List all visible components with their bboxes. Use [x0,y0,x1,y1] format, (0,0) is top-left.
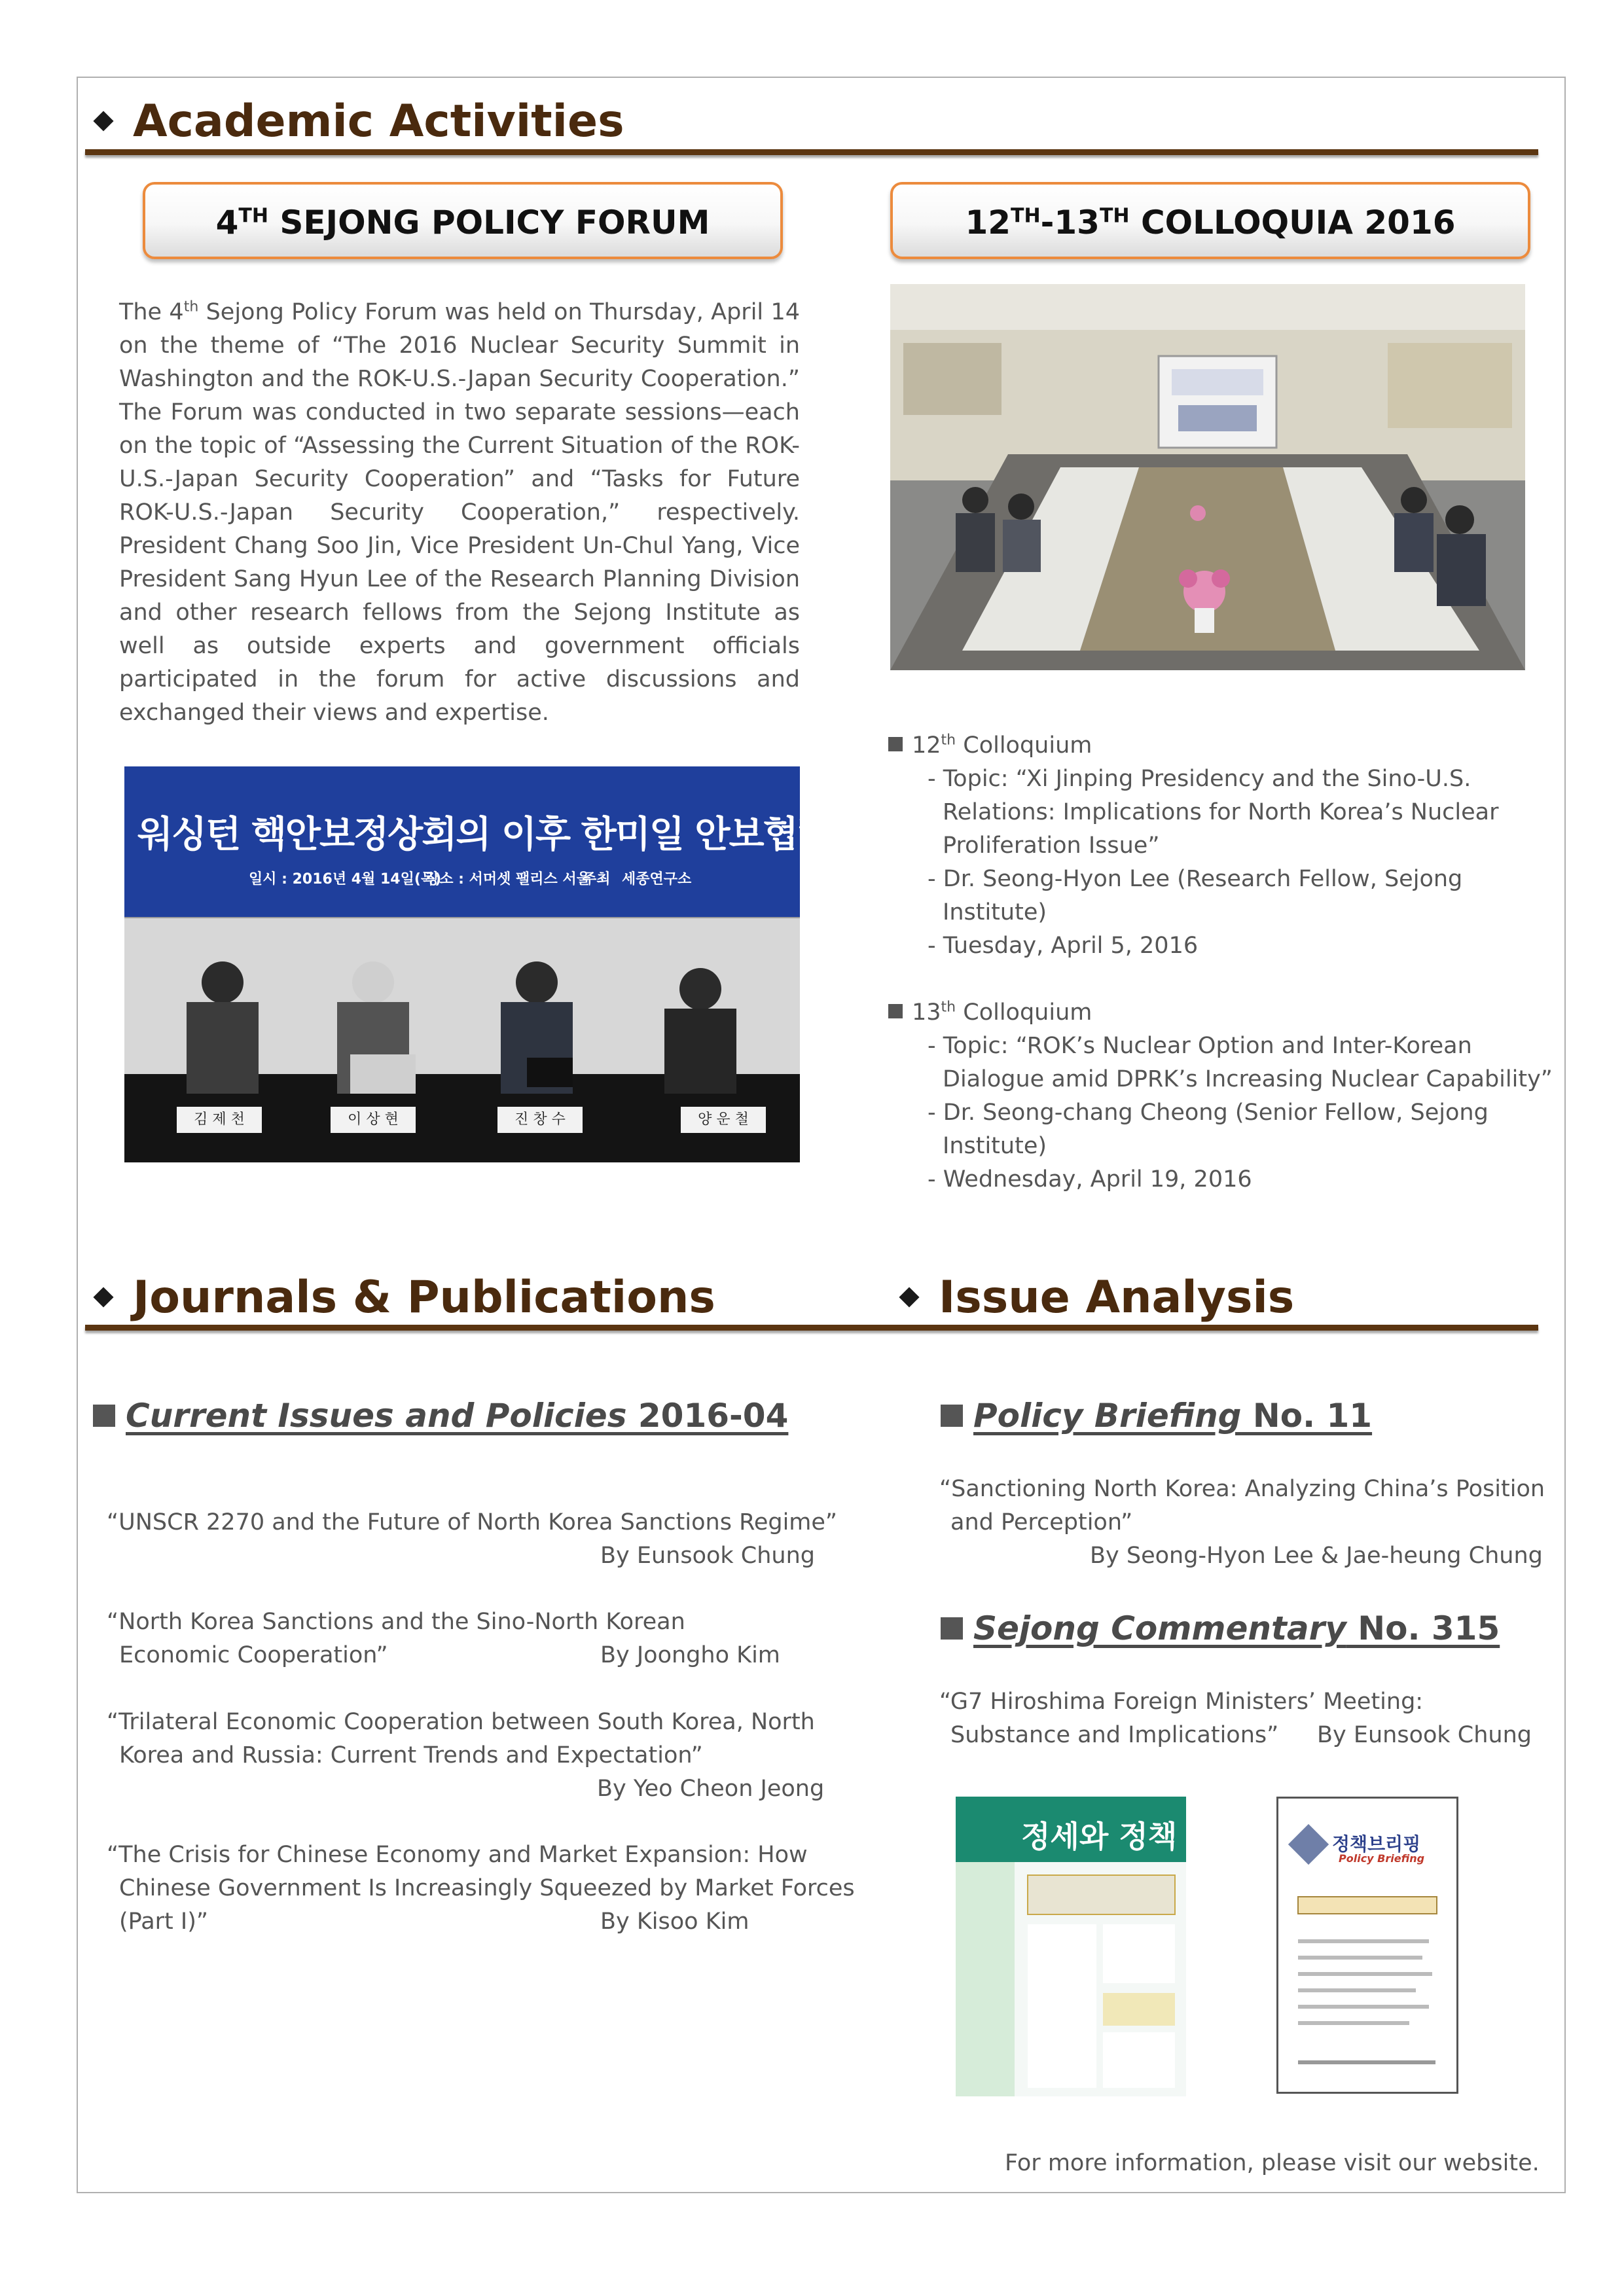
journal-item-author: By Eunsook Chung [600,1543,815,1569]
current-issues-heading[interactable] [93,1397,788,1435]
square-bullet-icon [888,1004,903,1018]
colloquium-13-line: Institute) [943,1133,1047,1159]
journal-item-title: “UNSCR 2270 and the Future of North Korea Sanctions Regime” [107,1509,838,1535]
sejong-commentary-author: By Eunsook Chung [1317,1722,1532,1748]
journal-item-title: “North Korea Sanctions and the Sino-North Korean [107,1609,685,1635]
section-title: Journals & Publications [133,1272,715,1323]
section-title: Academic Activities [133,96,624,147]
forum-title-text: SEJONG POLICY FORUM [268,204,710,242]
sejong-commentary-number: No. 315 [1346,1609,1500,1647]
colloquium-12-line: Institute) [943,899,1047,925]
square-bullet-icon [888,737,903,751]
banner-place: 장소 : 서머셋 팰리스 서울 [425,871,590,888]
policy-briefing-cover-thumbnail[interactable] [1276,1797,1458,2094]
sejong-commentary-item-title: Substance and Implications” [950,1722,1279,1748]
colloquium-13-line: Dialogue amid DPRK’s Increasing Nuclear Capability” [943,1066,1553,1092]
colloquia-title-b: -13 [1040,204,1100,242]
forum-text-body: Sejong Policy Forum was held on Thursday, April 14 on the theme of “The 2016 Nuclear Security Summit in Washington and the ROK-U.S.-Japan Security Cooperation.” The Forum was conducted in two separate sessions—each on the topic of “Assessing the Current Situation of the ROK-U.S.-Japan Security Cooperation” and “Tasks for Future ROK-U.S.-Japan Security Cooperation,” respectively. President Chang Soo Jin, Vice President Un-Chul Yang, Vice President Sang Hyun Lee of the Research Planning Division and other research fellows from the Sejong Institute as well as outside experts and government officials participated in the forum for active discussions and exchanged their views and expertise. [119,299,800,726]
nameplate: 진 창 수 [497,1107,583,1133]
forum-title-number: 4 [215,204,239,242]
colloquium-12-line: - Topic: “Xi Jinping Presidency and the Sino-U.S. [928,766,1471,792]
journal-cover-title: 정세와 정책 [1021,1819,1178,1854]
nameplate: 김 제 천 [177,1107,262,1133]
journal-title: Current Issues and Policies [126,1397,627,1435]
colloquium-12-line: - Tuesday, April 5, 2016 [928,933,1199,959]
footer-note: For more information, please visit our website. [1005,2150,1540,2176]
colloquium-12-number: 12 [912,732,941,759]
square-bullet-icon [941,1405,963,1427]
journal-issue: 2016-04 [626,1397,789,1435]
colloquium-12-suffix: th [941,732,956,749]
journal-item-title: (Part I)” [119,1909,208,1935]
journal-item-author: By Kisoo Kim [600,1909,749,1935]
policy-briefing-cover-subtitle: Policy Briefing [1339,1852,1425,1865]
colloquium-12-line: Relations: Implications for North Korea’s Nuclear [943,799,1499,825]
colloquium-13-number: 13 [912,999,941,1026]
square-bullet-icon [941,1617,963,1640]
colloquium-13-heading [888,996,1092,1030]
colloquia-title-b-suffix: TH [1099,204,1130,228]
policy-briefing-item-title: “Sanctioning North Korea: Analyzing China’s Position [939,1476,1545,1502]
colloquium-photo [890,284,1525,670]
journal-item-author: By Yeo Cheon Jeong [597,1776,825,1802]
section-rule [85,149,1538,155]
colloquium-13-line: - Topic: “ROK’s Nuclear Option and Inter-Korean [928,1033,1472,1059]
sejong-commentary-title: Sejong Commentary [973,1609,1346,1647]
nameplate: 이 상 현 [331,1107,416,1133]
journal-item-title: “The Crisis for Chinese Economy and Market Expansion: How [107,1842,808,1868]
policy-briefing-title: Policy Briefing [973,1397,1242,1435]
policy-briefing-author: By Seong-Hyon Lee & Jae-heung Chung [1090,1543,1543,1569]
policy-briefing-cover-title: 정책브리핑 [1332,1833,1421,1855]
policy-briefing-heading[interactable] [941,1397,1372,1435]
banner-title: 워싱턴 핵안보정상회의 이후 한미일 안보협력 추진 방향 [137,814,991,856]
colloquium-13-line: - Wednesday, April 19, 2016 [928,1166,1252,1193]
colloquia-title-a-suffix: TH [1011,204,1041,228]
sejong-commentary-heading[interactable] [941,1609,1500,1647]
banner-date: 일시 : 2016년 4월 14일(목) [249,871,442,888]
sejong-commentary-item-title: “G7 Hiroshima Foreign Ministers’ Meeting: [939,1689,1424,1715]
journal-cover-thumbnail[interactable] [956,1797,1186,2096]
journal-item-title: Chinese Government Is Increasingly Squeezed by Market Forces [119,1875,855,1901]
section-rule [85,1325,1538,1331]
colloquia-title-a: 12 [965,204,1011,242]
colloquium-13-label: Colloquium [956,999,1092,1026]
colloquium-12-line: - Dr. Seong-Hyon Lee (Research Fellow, Sejong [928,866,1463,892]
colloquium-12-line: Proliferation Issue” [943,833,1160,859]
colloquia-title-box [890,182,1530,259]
nameplate: 양 운 철 [681,1107,766,1133]
forum-title-suffix: TH [238,204,268,228]
journal-item-author: By Joongho Kim [600,1642,780,1668]
colloquium-12-label: Colloquium [956,732,1092,759]
policy-briefing-number: No. 11 [1241,1397,1373,1435]
journal-item-title: “Trilateral Economic Cooperation between South Korea, North [107,1709,815,1735]
section-title: Issue Analysis [939,1272,1295,1323]
colloquia-title-text: COLLOQUIA 2016 [1129,204,1456,242]
forum-text-pre: The 4 [119,299,184,325]
colloquium-13-suffix: th [941,999,956,1016]
forum-title-box [143,182,783,259]
colloquium-13-line: - Dr. Seong-chang Cheong (Senior Fellow, Sejong [928,1100,1489,1126]
policy-briefing-item-title: and Perception” [950,1509,1133,1535]
banner-host-label: 주최 [583,871,611,888]
forum-text-suffix: th [183,298,199,315]
colloquium-photo-art [890,284,1525,670]
colloquium-12-heading [888,729,1092,762]
banner-org: 세종연구소 [622,871,692,888]
forum-description [119,296,800,730]
square-bullet-icon [93,1405,115,1427]
journal-item-title: Korea and Russia: Current Trends and Expectation” [119,1742,703,1768]
journal-item-title: Economic Cooperation” [119,1642,388,1668]
